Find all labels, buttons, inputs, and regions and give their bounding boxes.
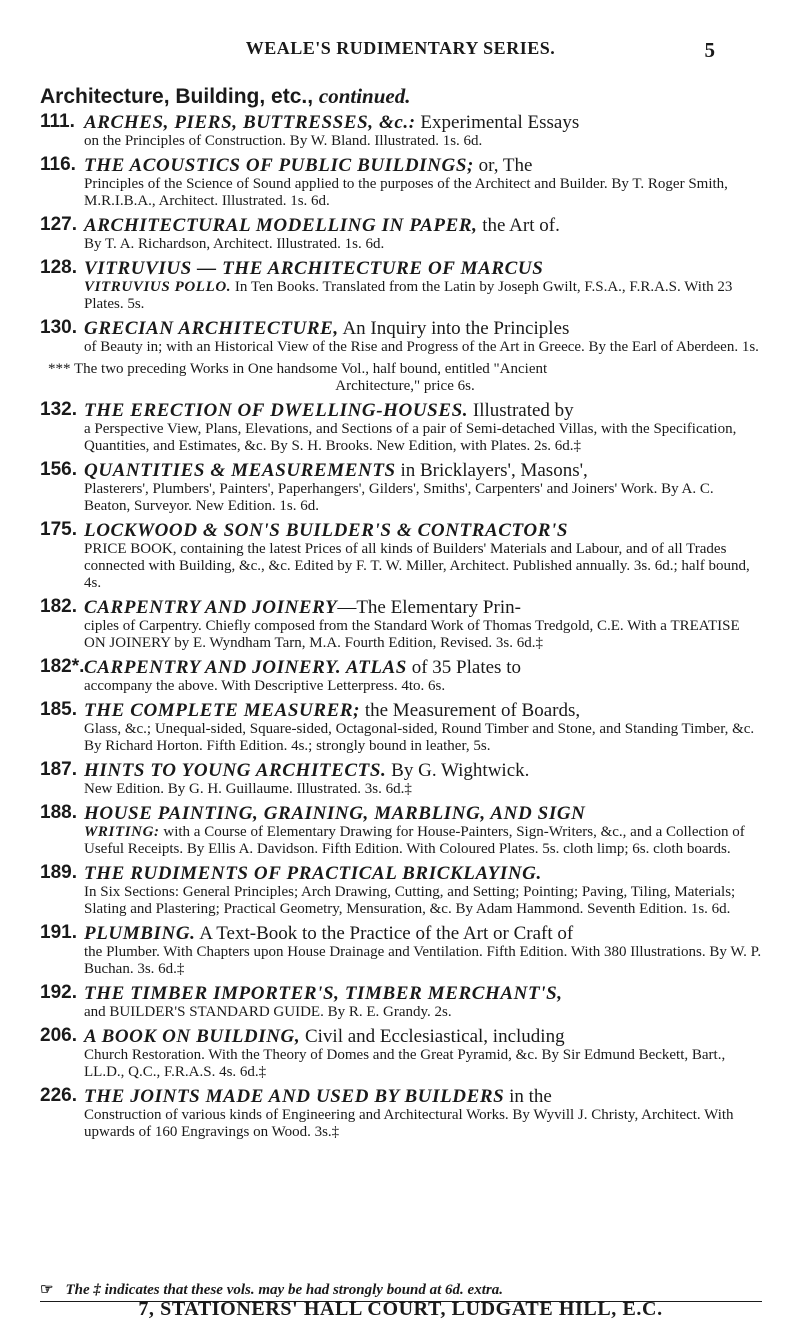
entry-title: VITRUVIUS — THE ARCHITECTURE OF MARCUS [84,258,544,279]
catalogue-entry [40,155,762,210]
entry-number: 116. [40,154,76,175]
entry-description-text: Church Restoration. With the Theory of Domes and the Great Pyramid, &c. By Sir Edmund Beckett, Bart., LL.D., Q.C., F.R.A.S. 4s. 6d.‡ [84,1047,726,1080]
entry-description-text: By T. A. Richardson, Architect. Illustrated. 1s. 6d. [84,236,385,252]
entry-lead-text: in Bricklayers', Masons', [395,460,588,481]
entry-first-line [84,803,762,824]
entry-title: THE ACOUSTICS OF PUBLIC BUILDINGS; [84,155,474,176]
entry-lead-text: the Measurement of Boards, [360,700,581,721]
entry-first-line [84,215,762,236]
entry-description [84,944,762,978]
entry-number: 182. [40,596,77,617]
entry-number: 206. [40,1025,77,1046]
running-head [0,36,801,66]
series-note-line-2: Architecture," price 6s. [335,378,475,394]
entry-title: THE JOINTS MADE AND USED BY BUILDERS [84,1086,505,1107]
entry-lead-text: in the [504,1086,552,1107]
entry-description-text: Construction of various kinds of Engineering and Architectural Works. By Wyvill J. Christy, Architect. With upwards of 160 Engravings on Wood. 3s.‡ [84,1107,734,1140]
entry-description [84,824,762,858]
entry-first-line [84,983,762,1004]
entry-number: 185. [40,699,77,720]
entry-title: THE COMPLETE MEASURER; [84,700,361,721]
catalogue-entry [40,318,762,356]
catalogue-entries [40,112,762,1146]
catalogue-entry [40,983,762,1021]
entry-description-text: the Plumber. With Chapters upon House Drainage and Ventilation. Fifth Edition. With 380 Illustrations. By W. P. Buchan. 3s. 6d.‡ [84,944,762,977]
entry-title: THE TIMBER IMPORTER'S, TIMBER MERCHANT'S, [84,983,563,1004]
entry-description [84,618,762,652]
entry-title: LOCKWOOD & SON'S BUILDER'S & CONTRACTOR'S [84,520,569,541]
entry-first-line [84,1086,762,1107]
catalogue-entry [40,803,762,858]
entry-number: 182*. [40,656,85,677]
entry-first-line [84,460,762,481]
entry-description [84,1004,762,1021]
entry-title: ARCHES, PIERS, BUTTRESSES, &c.: [84,112,416,133]
series-note-line-1: *** The two preceding Works in One handsome Vol., half bound, entitled "Ancient [48,361,548,377]
catalogue-entry [40,700,762,755]
entry-lead-text: or, The [473,155,533,176]
series-note [40,361,762,395]
catalogue-entry [40,1086,762,1141]
entry-number: 187. [40,759,77,780]
entry-description [84,421,762,455]
entry-description-text: ciples of Carpentry. Chiefly composed from the Standard Work of Thomas Tredgold, C.E. With a TREATISE ON JOINERY by E. Wyndham Tarn, M.A. Fourth Edition, Revised. 3s. 6d.‡ [84,618,740,651]
catalogue-entry [40,923,762,978]
catalogue-entry [40,863,762,918]
entry-description-text: New Edition. By G. H. Guillaume. Illustrated. 3s. 6d.‡ [84,781,412,797]
entry-title: QUANTITIES & MEASUREMENTS [84,460,396,481]
entry-description [84,339,762,356]
entry-description-text: PRICE BOOK, containing the latest Prices of all kinds of Builders' Materials and Labour, and of all Trades connected with Building, &c., &c. Edited by F. T. W. Miller, Architect. Published annually. 3s. 6d.; half bound, 4s. [84,541,750,591]
pointing-hand-icon: ☞ [40,1282,54,1298]
entry-title: A BOOK ON BUILDING, [84,1026,301,1047]
entry-description [84,721,762,755]
entry-title-continued: VITRUVIUS POLLO. [84,279,232,295]
entry-number: 130. [40,317,77,338]
entry-description-text: Plasterers', Plumbers', Painters', Paperhangers', Gilders', Smiths', Carpenters' and Joiners' Work. By A. C. Beaton, Surveyor. New Edition. 1s. 6d. [84,481,714,514]
publisher-imprint: 7, STATIONERS' HALL COURT, LUDGATE HILL, E.C. [138,1298,663,1320]
entry-lead-text: Experimental Essays [415,112,580,133]
entry-description [84,133,762,150]
entry-title: HINTS TO YOUNG ARCHITECTS. [84,760,387,781]
entry-title: HOUSE PAINTING, GRAINING, MARBLING, AND SIGN [84,803,586,824]
entry-title: CARPENTRY AND JOINERY [84,597,338,618]
entry-description-text: of Beauty in; with an Historical View of the Rise and Progress of the Art in Greece. By the Earl of Aberdeen. 1s. [84,339,759,355]
entry-title: THE ERECTION OF DWELLING-HOUSES. [84,400,469,421]
entry-first-line [84,520,762,541]
entry-number: 192. [40,982,77,1003]
entry-number: 128. [40,257,77,278]
entry-description [84,279,762,313]
entry-first-line [84,760,762,781]
entry-description [84,236,762,253]
section-heading-text: Architecture, Building, etc., [40,85,314,108]
entry-first-line [84,700,762,721]
entry-description [84,176,762,210]
catalogue-entry [40,1026,762,1081]
entry-title: CARPENTRY AND JOINERY. ATLAS [84,657,407,678]
entry-number: 226. [40,1085,77,1106]
entry-number: 191. [40,922,77,943]
entry-lead-text: Illustrated by [468,400,574,421]
entry-number: 175. [40,519,77,540]
entry-description [84,1107,762,1141]
entry-first-line [84,400,762,421]
entry-lead-text: An Inquiry into the Principles [338,318,570,339]
entry-first-line [84,597,762,618]
entry-first-line [84,318,762,339]
entry-title: GRECIAN ARCHITECTURE, [84,318,339,339]
catalogue-entry [40,215,762,253]
catalogue-entry [40,460,762,515]
section-continued: continued. [318,84,411,108]
entry-first-line [84,1026,762,1047]
entry-title-continued: WRITING: [84,824,160,840]
footnote-text: The ‡ indicates that these vols. may be had strongly bound at 6d. extra. [65,1282,503,1298]
catalogue-entry [40,112,762,150]
entry-title: ARCHITECTURAL MODELLING IN PAPER, [84,215,478,236]
catalogue-entry [40,760,762,798]
entry-number: 132. [40,399,77,420]
section-heading [40,84,411,109]
entry-description-text: and BUILDER'S STANDARD GUIDE. By R. E. Grandy. 2s. [84,1004,452,1020]
entry-description [84,1047,762,1081]
catalogue-entry [40,400,762,455]
entry-description-text: In Six Sections: General Principles; Arch Drawing, Cutting, and Setting; Pointing; Paving, Tiling, Materials; Slating and Plastering; Practical Geometry, Mensuration, &c. By Adam Hammond. Seventh Edition. 1s. 6d. [84,884,736,917]
entry-number: 189. [40,862,77,883]
entry-lead-text: of 35 Plates to [406,657,521,678]
entry-lead-text: A Text-Book to the Practice of the Art or Craft of [195,923,574,944]
entry-description-text: accompany the above. With Descriptive Letterpress. 4to. 6s. [84,678,446,694]
running-title: WEALE'S RUDIMENTARY SERIES. [245,38,556,58]
catalogue-entry [40,520,762,592]
entry-lead-text: Civil and Ecclesiastical, including [300,1026,565,1047]
catalogue-entry [40,597,762,652]
entry-description [84,541,762,592]
entry-number: 188. [40,802,77,823]
catalogue-entry [40,657,762,695]
entry-lead-text: —The Elementary Prin- [337,597,521,618]
entry-description [84,884,762,918]
entry-description-text: with a Course of Elementary Drawing for House-Painters, Sign-Writers, &c., and a Collection of Useful Receipts. By Ellis A. Davidson. Fifth Edition. With Coloured Plates. 5s. cloth limp; 6s. cloth boards. [84,824,745,857]
entry-description [84,481,762,515]
entry-number: 127. [40,214,77,235]
entry-description-text: on the Principles of Construction. By W. Bland. Illustrated. 1s. 6d. [84,133,483,149]
entry-number: 111. [40,111,75,132]
entry-lead-text: By G. Wightwick. [386,760,530,781]
catalogue-entry [40,258,762,313]
entry-lead-text: the Art of. [477,215,560,236]
entry-description-text: Glass, &c.; Unequal-sided, Square-sided, Octagonal-sided, Round Timber and Stone, and Standing Timber, &c. By Richard Horton. Fifth Edition. 4s.; strongly bound in leather, 5s. [84,721,755,754]
entry-number: 156. [40,459,77,480]
entry-title: THE RUDIMENTS OF PRACTICAL BRICKLAYING. [84,863,542,884]
entry-first-line [84,258,762,279]
entry-description-text: In Ten Books. Translated from the Latin by Joseph Gwilt, F.S.A., F.R.A.S. With 23 Plates. 5s. [84,279,733,312]
entry-description-text: Principles of the Science of Sound applied to the purposes of the Architect and Builder. By T. Roger Smith, M.R.I.B.A., Architect. Illustrated. 1s. 6d. [84,176,728,209]
entry-first-line [84,112,762,133]
entry-description-text: a Perspective View, Plans, Elevations, and Sections of a pair of Semi-detached Villas, with the Specification, Quantities, and Estimates, &c. By S. H. Brooks. New Edition, with Plates. 2s. 6d.‡ [84,421,737,454]
entry-first-line [84,657,762,678]
entry-first-line [84,923,762,944]
entry-description [84,678,762,695]
page-number: 5 [704,38,715,62]
entry-description [84,781,762,798]
entry-first-line [84,863,762,884]
entry-title: PLUMBING. [84,923,196,944]
entry-first-line [84,155,762,176]
